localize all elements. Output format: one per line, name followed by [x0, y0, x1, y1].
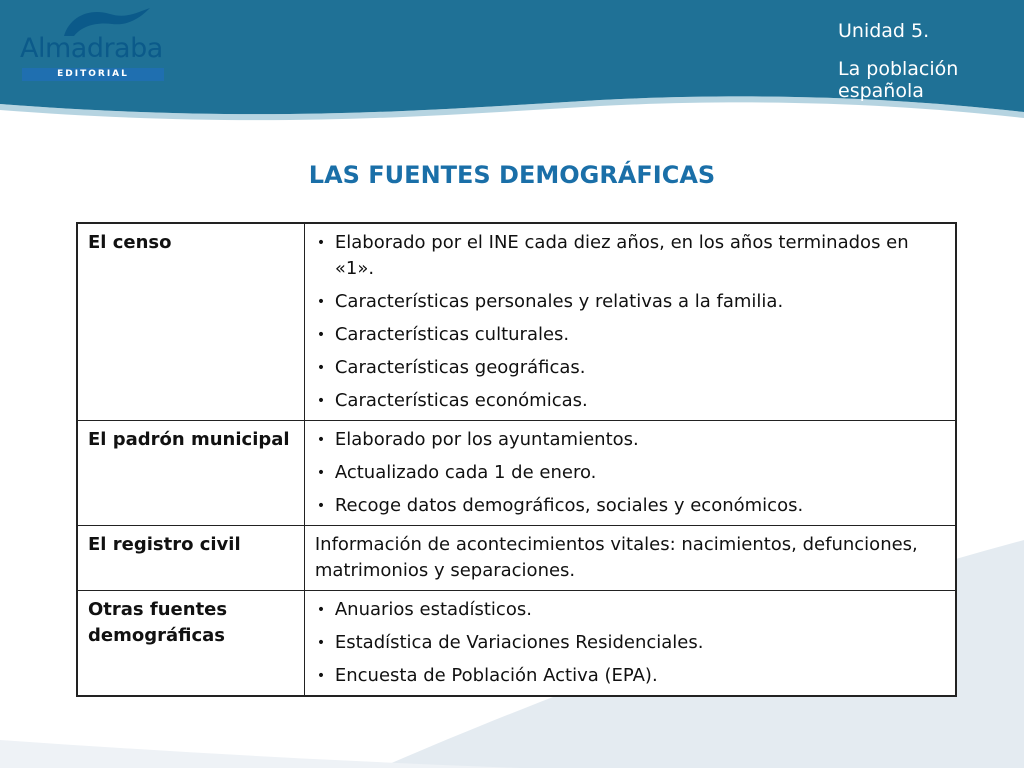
list-item: • Características geográficas.	[315, 355, 945, 381]
sources-table	[76, 222, 957, 697]
table-row-censo	[77, 223, 956, 421]
page-title: LAS FUENTES DEMOGRÁFICAS	[308, 161, 716, 189]
row-label: El padrón municipal	[77, 421, 304, 526]
list-item: • Estadística de Variaciones Residenciales.	[315, 630, 945, 656]
publisher-logo	[20, 6, 170, 80]
logo-subtitle: EDITORIAL	[22, 68, 164, 81]
list-item: • Características personales y relativas a la familia.	[315, 289, 945, 315]
list-item: • Recoge datos demográficos, sociales y económicos.	[315, 493, 945, 519]
bullet-list	[315, 427, 945, 519]
row-label: El registro civil	[77, 526, 304, 591]
list-item: • Elaborado por el INE cada diez años, en los años terminados en «1».	[315, 230, 945, 282]
list-item: • Actualizado cada 1 de enero.	[315, 460, 945, 486]
list-item: • Elaborado por los ayuntamientos.	[315, 427, 945, 453]
unit-title: Unidad 5.	[838, 20, 930, 42]
list-item: • Características culturales.	[315, 322, 945, 348]
bullet-list	[315, 230, 945, 414]
list-item: • Características económicas.	[315, 388, 945, 414]
list-item: • Encuesta de Población Activa (EPA).	[315, 663, 945, 689]
bullet-list	[315, 597, 945, 689]
unit-subtitle: La población española	[838, 58, 959, 102]
list-item: • Anuarios estadísticos.	[315, 597, 945, 623]
row-content	[304, 591, 956, 697]
table-row-padron	[77, 421, 956, 526]
row-content	[304, 223, 956, 421]
table-row-otras	[77, 591, 956, 697]
row-label: Otras fuentes demográficas	[77, 591, 304, 697]
table-row-registro	[77, 526, 956, 591]
row-content	[304, 421, 956, 526]
row-content: Información de acontecimientos vitales: nacimientos, defunciones, matrimonios y separaciones.	[304, 526, 956, 591]
row-label: El censo	[77, 223, 304, 421]
logo-wordmark: Almadraba	[20, 33, 163, 64]
